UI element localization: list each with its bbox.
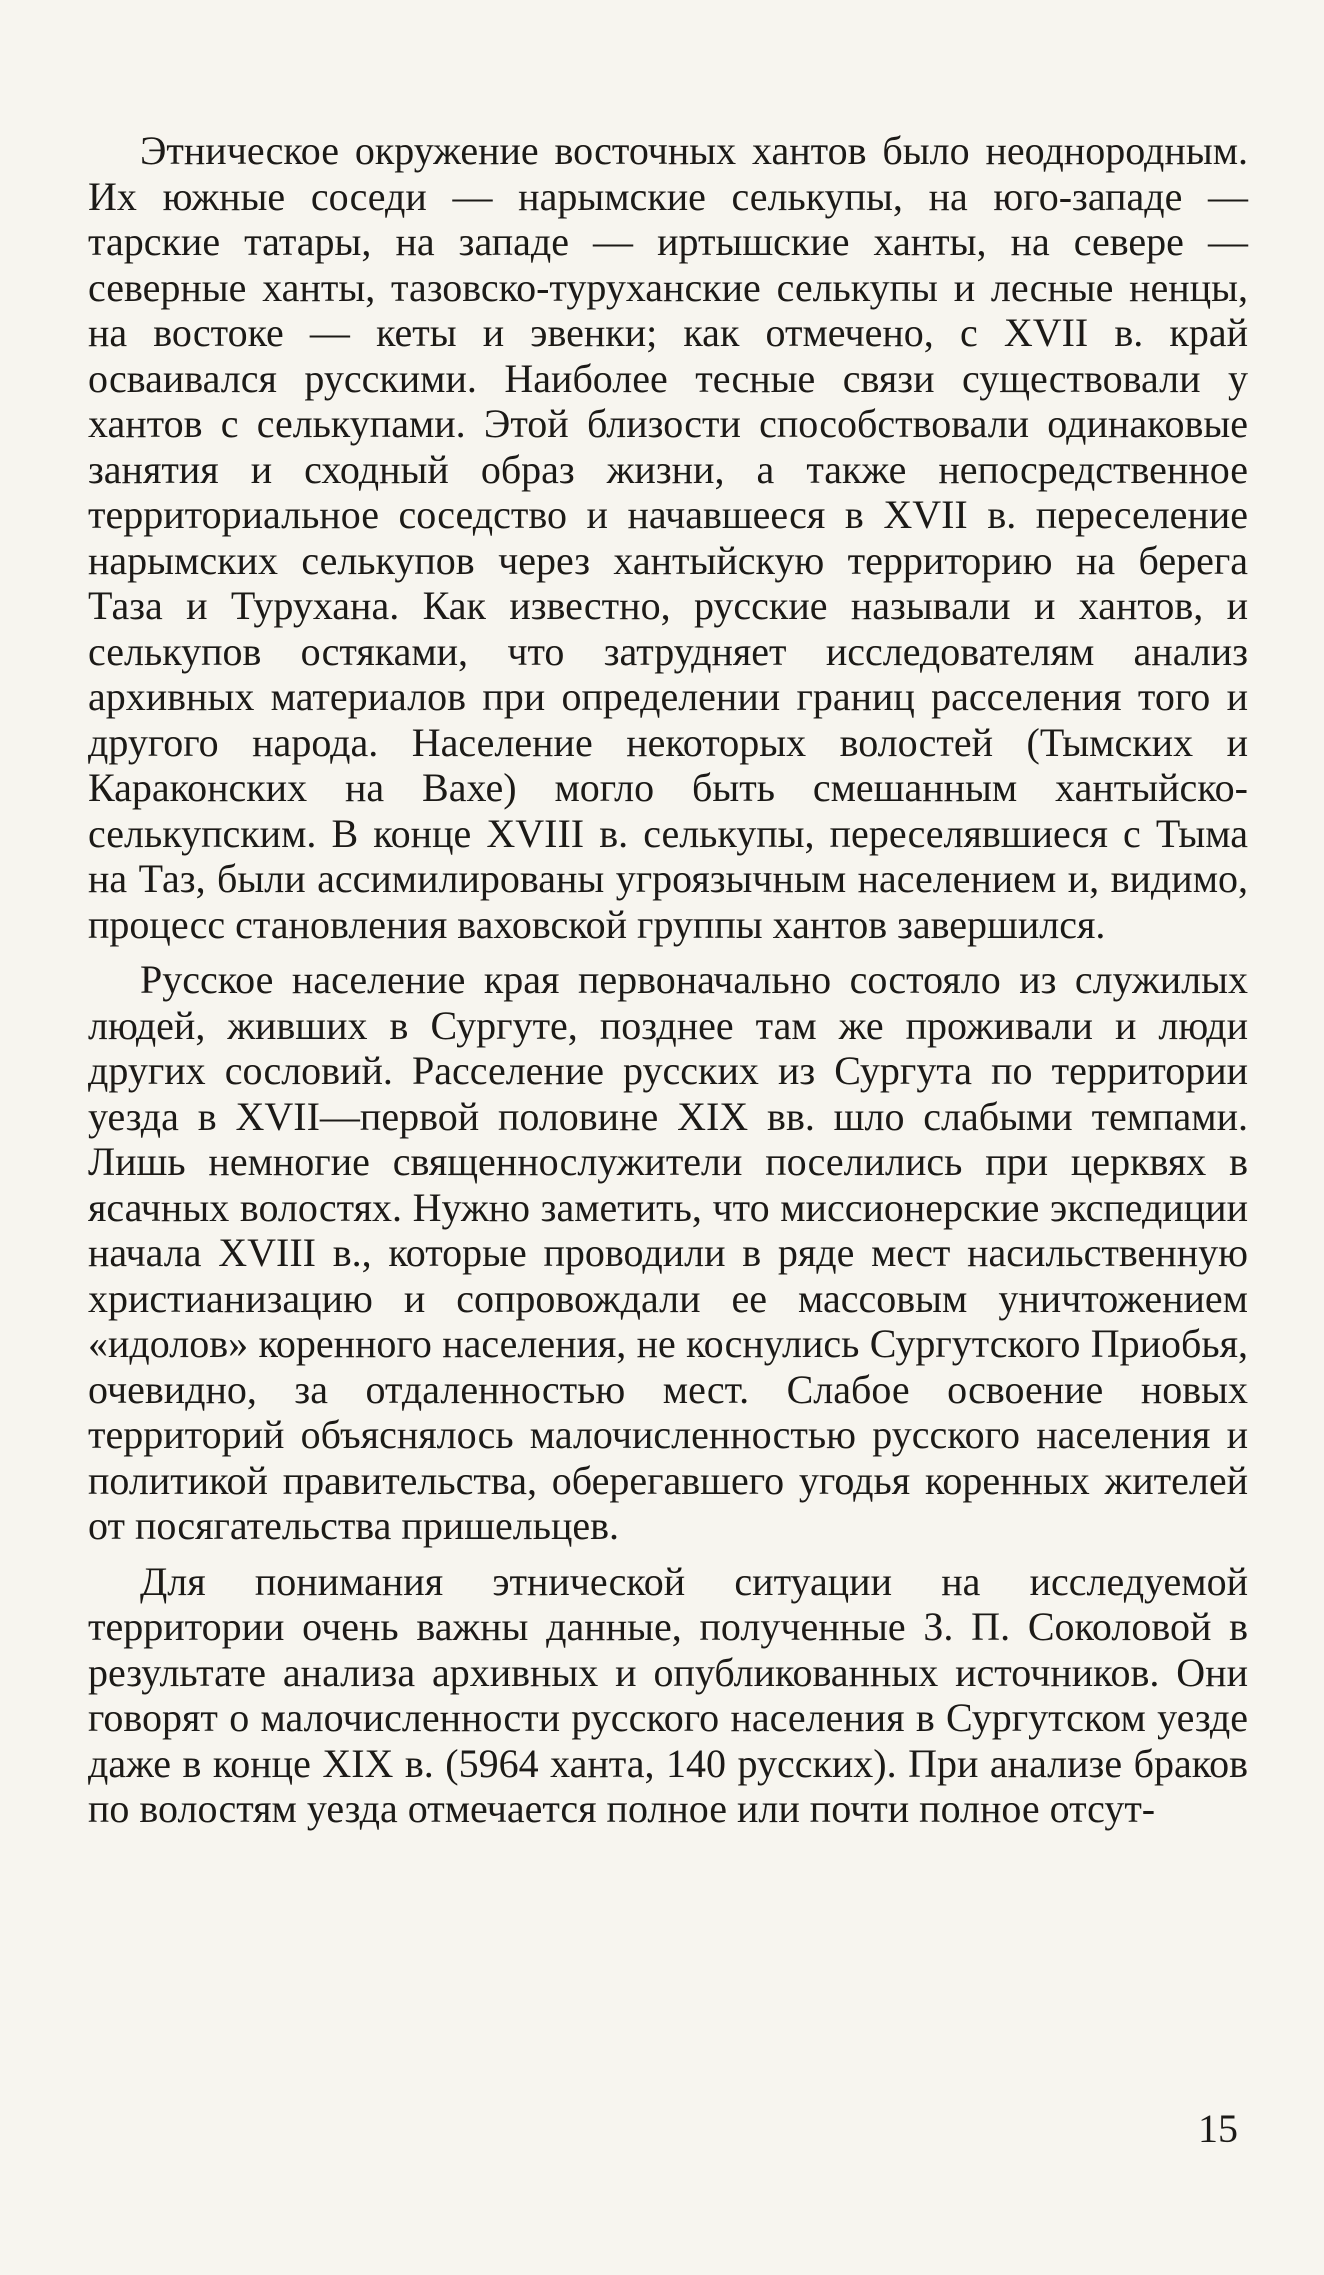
page-number: 15 bbox=[1198, 2106, 1238, 2151]
paragraph-russian-population: Русское население края первоначально состояло из служилых людей, живших в Сургуте, позднее там же проживали и люди других сословий. Расселение русских из Сургута по территории уезда в XVII—первой половине XIX вв. шло слабыми темпами. Лишь немногие священнослужители поселились при церквях в ясачных волостях. Нужно заметить, что миссионерские экспедиции начала XVIII в., которые проводили в ряде мест насильственную христианизацию и сопровождали ее массовым уничтожением «идолов» коренного населения, не коснулись Сургутского Приобья, очевидно, за отдаленностью мест. Слабое освоение новых территорий объяснялось малочисленностью русского населения и политикой правительства, оберегавшего угодья коренных жителей от посягательства пришельцев. bbox=[88, 957, 1248, 1548]
paragraph-ethnic-environment: Этническое окружение восточных хантов было неоднородным. Их южные соседи — нарымские селькупы, на юго-западе — тарские татары, на западе — иртышские ханты, на севере — северные ханты, тазовско-туруханские селькупы и лесные ненцы, на востоке — кеты и эвенки; как отмечено, с XVII в. край осваивался русскими. Наиболее тесные связи существовали у хантов с селькупами. Этой близости способствовали одинаковые занятия и сходный образ жизни, а также непосредственное территориальное соседство и начавшееся в XVII в. переселение нарымских селькупов через хантыйскую территорию на берега Таза и Турухана. Как известно, русские называли и хантов, и селькупов остяками, что затрудняет исследователям анализ архивных материалов при определении границ расселения того и другого народа. Население некоторых волостей (Тымских и Караконских на Вахе) могло быть смешанным хантыйско-селькупским. В конце XVIII в. селькупы, переселявшиеся с Тыма на Таз, были ассимилированы угроязычным населением и, видимо, процесс становления ваховской группы хантов завершился. bbox=[88, 128, 1248, 947]
paragraph-ethnic-situation: Для понимания этнической ситуации на исследуемой территории очень важны данные, полученные З. П. Соколовой в результате анализа архивных и опубликованных источников. Они говорят о малочисленности русского населения в Сургутском уезде даже в конце XIX в. (5964 ханта, 140 русских). При анализе браков по волостям уезда отмечается полное или почти полное отсут- bbox=[88, 1558, 1248, 1831]
page-body bbox=[88, 128, 1248, 1842]
